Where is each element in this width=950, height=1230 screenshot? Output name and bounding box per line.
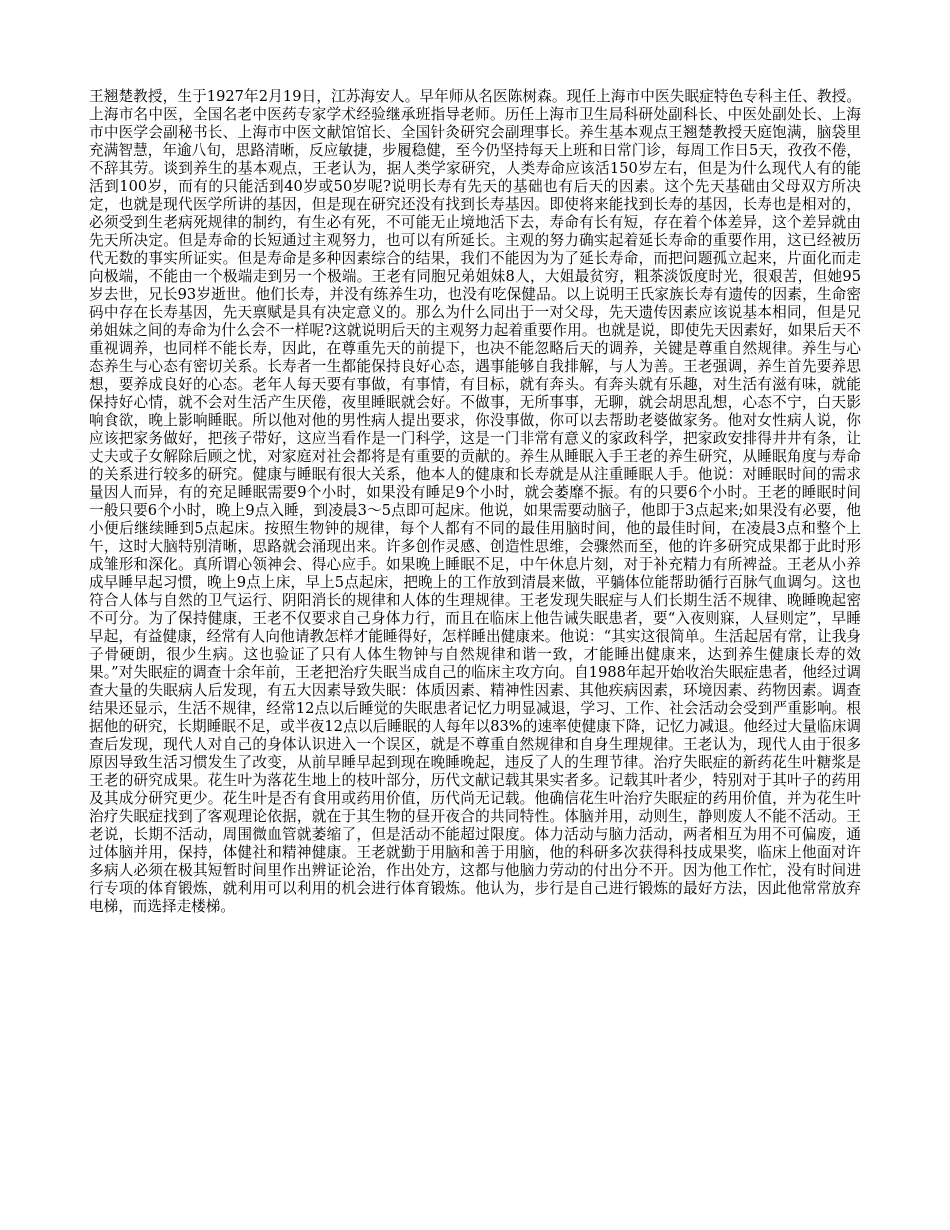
- body-text: 王翘楚教授，生于1927年2月19日，江苏海安人。早年师从名医陈树森。现任上海市中医失眠症特色专科主任、教授。上海市名中医，全国名老中医药专家学术经验继承班指导老师。历任上海市卫生局科研处副科长、中医处副处长、上海市中医学会副秘书长、上海市中医文献馆馆长、全国针灸研究会副理事长。养生基本观点王翘楚教授天庭饱满，脑袋里充满智慧，年逾八旬，思路清晰，反应敏捷，步履稳健，至今仍坚持每天上班和日常门诊，每周工作日5天，孜孜不倦，不辞其劳。谈到养生的基本观点，王老认为，据人类学家研究，人类寿命应该活150岁左右，但是为什么现代人有的能活到100岁，而有的只能活到40岁或50岁呢?说明长寿有先天的基础也有后天的因素。这个先天基础由父母双方所决定，也就是现代医学所讲的基因，但是现在研究还没有找到长寿基因。即使将来能找到长寿的基因，长寿也是相对的，必须受到生老病死规律的制约，有生必有死，不可能无止境地活下去，寿命有长有短，存在着个体差异，这个差异就由先天所决定。但是寿命的长短通过主观努力，也可以有所延长。主观的努力确实起着延长寿命的重要作用，这已经被历代无数的事实所证实。但是寿命是多种因素综合的结果，我们不能因为为了延长寿命，而把问题孤立起来，片面化而走向极端，不能由一个极端走到另一个极端。王老有同胞兄弟姐妹8人，大姐最贫穷，粗茶淡饭度时光，很艰苦，但她95岁去世，兄长93岁逝世。他们长寿，并没有练养生功，也没有吃保健品。以上说明王氏家族长寿有遗传的因素，生命密码中存在长寿基因，先天禀赋是具有决定意义的。那么为什么同出于一对父母，先天遗传因素应该说基本相同，但是兄弟姐妹之间的寿命为什么会不一样呢?这就说明后天的主观努力起着重要作用。也就是说，即使先天因素好，如果后天不重视调养，也同样不能长寿，因此，在尊重先天的前提下，也决不能忽略后天的调养，关键是尊重自然规律。养生与心态养生与心态有密切关系。长寿者一生都能保持良好心态，遇事能够自我排解，与人为善。王老强调，养生首先要养思想，要养成良好的心态。老年人每天要有事做，有事情，有目标，就有奔头。有奔头就有乐趣，对生活有滋有味，就能保持好心情，就不会对生活产生厌倦，夜里睡眠就会好。不做事，无所事事，无聊，就会胡思乱想，心态不宁，白天影响食欲，晚上影响睡眠。所以他对他的男性病人提出要求，你没事做，你可以去帮助老婆做家务。他对女性病人说，你应该把家务做好，把孩子带好，这应当看作是一门科学，这是一门非常有意义的家政科学，把家政安排得井井有条，让丈夫或子女解除后顾之忧，对家庭对社会都将是有重要的贡献的。养生从睡眠入手王老的养生研究，从睡眠角度与寿命的关系进行较多的研究。健康与睡眠有很大关系，他本人的健康和长寿就是从注重睡眠人手。他说：对睡眠时间的需求量因人而异，有的充足睡眠需要9个小时，如果没有睡足9个小时，就会萎靡不振。有的只要6个小时。王老的睡眠时间一般只要6个小时，晚上9点入睡，到凌晨3～5点即可起床。他说，如果需要动脑子，他即于3点起来;如果没有必要，他小便后继续睡到5点起床。按照生物钟的规律，每个人都有不同的最佳用脑时间，他的最佳时间，在凌晨3点和整个上午，这时大脑特别清晰，思路就会涌现出来。许多创作灵感、创造性思维，会骤然而至，他的许多研究成果都于此时形成雏形和深化。真所谓心领神会、得心应手。如果晚上睡眠不足，中午休息片刻，对于补充精力有所裨益。王老从小养成早睡早起习惯，晚上9点上床，早上5点起床，把晚上的工作放到清晨来做，平躺体位能帮助循行百脉气血调匀。这也符合人体与自然的卫气运行、阴阳消长的规律和人体的生理规律。王老发现失眠症与人们长期生活不规律、晚睡晚起密不可分。为了保持健康，王老不仅要求自己身体力行，而且在临床上他告诫失眠患者，要“入夜则寐，人昼则定”，早睡早起，有益健康，经常有人向他请教怎样才能睡得好，怎样睡出健康来。他说：“其实这很简单。生活起居有常，让我身子骨硬朗，很少生病。这也验证了只有人体生物钟与自然规律和谐一致，才能睡出健康来，达到养生健康长寿的效果。”对失眠症的调查十余年前，王老把治疗失眠当成自己的临床主攻方向。自1988年起开始收治失眠症患者，他经过调查大量的失眠病人后发现，有五大因素导致失眠：体质因素、精神性因素、其他疾病因素，环境因素、药物因素。调查结果还显示，生活不规律，经常12点以后睡觉的失眠患者记忆力明显减退，学习、工作、社会活动会受到严重影响。根据他的研究，长期睡眠不足，或半夜12点以后睡眠的人每年以83%的速率使健康下降，记忆力减退。他经过大量临床调查后发现，现代人对自己的身体认识进入一个误区，就是不尊重自然规律和自身生理规律。王老认为，现代人由于很多原因导致生活习惯发生了改变，从前早睡早起到现在晚睡晚起，违反了人的生理节律。治疗失眠症的新药花生叶糖浆是王老的研究成果。花生叶为落花生地上的枝叶部分，历代文献记载其果实者多。记载其叶者少，特别对于其叶子的药用及其成分研究更少。花生叶是否有食用或药用价值，历代尚无记载。他确信花生叶治疗失眠症的药用价值，并为花生叶治疗失眠症找到了客观理论依据，就在于其生物的昼开夜合的共同特性。体脑并用，动则生，静则废人不能不活动。王老说，长期不活动，周围微血管就萎缩了，但是活动不能超过限度。体力活动与脑力活动，两者相互为用不可偏废，通过体脑并用，保持，体健社和精神健康。王老就勤于用脑和善于用脑，他的科研多次获得科技成果奖，临床上他面对许多病人必须在极其短暂时间里作出辨证论治，作出处方，这都与他脑力劳动的付出分不开。因为他工作忙，没有时间进行专项的体育锻炼，就利用可以利用的机会进行体育锻炼。他认为，步行是自己进行锻炼的最好方法，因此他常常放弃电梯，而选择走楼梯。: [89, 88, 861, 915]
